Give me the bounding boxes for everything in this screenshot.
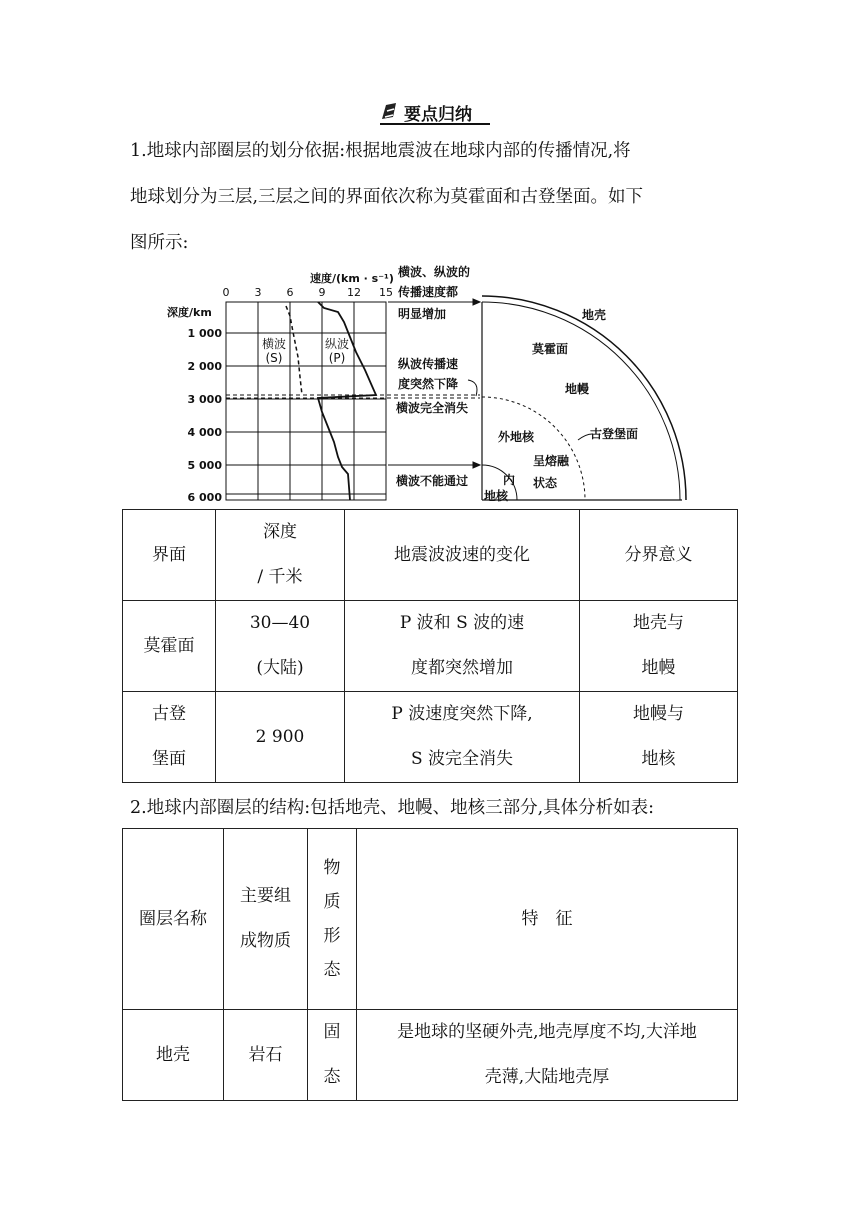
paragraph-line: 1.地球内部圈层的划分依据:根据地震波在地球内部的传播情况,将 [130, 141, 631, 161]
p-wave-label: (P) [328, 351, 346, 365]
gutenberg-label: 古登堡面 [590, 427, 639, 441]
header-cell: 物 质 形 态 [308, 829, 357, 1010]
y-tick: 5 000 [187, 459, 222, 472]
x-tick: 12 [347, 286, 361, 299]
table-row [123, 692, 738, 783]
moho-label: 莫霍面 [532, 342, 569, 356]
note-s-vanish: 横波完全消失 [396, 401, 469, 415]
table-cell: 地幔与 地核 [580, 692, 738, 783]
heading-text: 要点归纳 [404, 105, 472, 125]
note-increase: 横波、纵波的 [398, 265, 471, 279]
layer-structure-table [122, 828, 738, 1101]
header-cell: 分界意义 [580, 510, 738, 601]
outer-core-label: 外地核 [498, 430, 535, 444]
note-p-drop: 纵波传播速 [398, 357, 459, 371]
inner-core-label: 内 [503, 473, 516, 487]
table-cell: 是地球的坚硬外壳,地壳厚度不均,大洋地 壳薄,大陆地壳厚 [357, 1010, 738, 1101]
table-cell: 古登 堡面 [123, 692, 216, 783]
note-increase: 传播速度都 [398, 285, 459, 299]
s-wave-label: (S) [265, 351, 283, 365]
section-heading [380, 97, 490, 127]
crust-label: 地壳 [582, 308, 607, 322]
outer-core-state: 状态 [533, 476, 558, 490]
header-cell: 深度 / 千米 [216, 510, 345, 601]
paragraph-line: 2.地球内部圈层的结构:包括地壳、地幔、地核三部分,具体分析如表: [130, 798, 655, 818]
x-tick: 15 [379, 286, 393, 299]
header-cell: 圈层名称 [123, 829, 224, 1010]
heading-underline [380, 123, 490, 125]
table-cell: 30—40 (大陆) [216, 601, 345, 692]
table-row [123, 1010, 738, 1101]
table-cell: P 波速度突然下降, S 波完全消失 [345, 692, 580, 783]
boundary-table [122, 509, 738, 783]
table-cell: 固 态 [308, 1010, 357, 1101]
table-header-row [123, 829, 738, 1010]
y-tick: 2 000 [187, 360, 222, 373]
x-tick: 3 [254, 286, 262, 299]
table-header-row [123, 510, 738, 601]
note-increase: 明显增加 [398, 307, 447, 321]
paragraph-line: 地球划分为三层,三层之间的界面依次称为莫霍面和古登堡面。如下 [130, 187, 644, 207]
paragraph-division-basis [130, 128, 740, 266]
mantle-label: 地幔 [565, 382, 590, 396]
x-tick: 6 [286, 286, 294, 299]
paragraph-structure [130, 785, 740, 831]
outer-core-state: 呈熔融 [533, 454, 570, 468]
y-tick: 4 000 [187, 426, 222, 439]
x-tick: 9 [318, 286, 326, 299]
p-wave-label: 纵波 [324, 337, 350, 351]
note-s-blocked: 横波不能通过 [396, 474, 469, 488]
header-cell: 主要组 成物质 [224, 829, 308, 1010]
table-cell: 2 900 [216, 692, 345, 783]
header-cell: 界面 [123, 510, 216, 601]
header-cell: 地震波波速的变化 [345, 510, 580, 601]
header-cell: 特 征 [357, 829, 738, 1010]
y-tick: 6 000 [187, 491, 222, 504]
velocity-axis-title: 速度/(km · s⁻¹) [310, 272, 394, 285]
note-p-drop: 度突然下降 [398, 377, 459, 391]
depth-axis-title: 深度/km [167, 306, 212, 319]
pen-note-icon [380, 101, 400, 123]
table-cell: 莫霍面 [123, 601, 216, 692]
table-row [123, 601, 738, 692]
table-cell: 地壳 [123, 1010, 224, 1101]
y-tick: 1 000 [187, 327, 222, 340]
paragraph-line: 图所示: [130, 233, 189, 253]
s-wave-label: 横波 [261, 337, 287, 351]
earth-interior-figure [0, 262, 860, 512]
table-cell: 岩石 [224, 1010, 308, 1101]
table-cell: 地壳与 地幔 [580, 601, 738, 692]
table-cell: P 波和 S 波的速 度都突然增加 [345, 601, 580, 692]
y-tick: 3 000 [187, 393, 222, 406]
inner-core-label: 地核 [484, 489, 509, 503]
x-tick: 0 [222, 286, 230, 299]
